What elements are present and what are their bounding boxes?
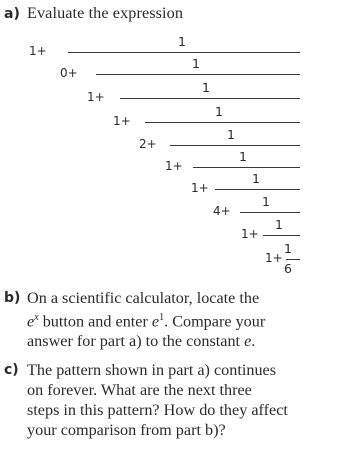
cf-fraction-bar-5 <box>170 145 300 146</box>
part-c-text <box>27 360 288 440</box>
cf-prefix-5: 2+ <box>139 137 157 151</box>
part-a-text: Evaluate the expression <box>27 4 184 22</box>
cf-numerator-5: 1 <box>227 127 235 142</box>
part-c-line-3: steps in this pattern? How do they affect <box>27 401 288 419</box>
part-b-text <box>27 288 265 351</box>
cf-numerator-7: 1 <box>252 171 260 186</box>
cf-numerator-6: 1 <box>239 149 247 164</box>
e-power-base: e <box>151 312 160 331</box>
cf-prefix-6: 1+ <box>165 159 183 173</box>
part-c-line-4: your comparison from part b)? <box>27 421 226 439</box>
cf-numerator-1: 1 <box>178 34 186 49</box>
part-b-line-2-end: . Compare your <box>164 312 266 331</box>
cf-numerator-8: 1 <box>262 194 270 209</box>
part-a-label: a) <box>4 6 20 22</box>
constant-e: e <box>244 332 252 351</box>
part-b-line-2-mid: button and enter <box>38 312 152 331</box>
e-power-exponent: 1 <box>159 312 165 323</box>
cf-last-denominator: 6 <box>284 261 292 276</box>
part-b-line-3-start: answer for part a) to the constant <box>27 332 245 351</box>
cf-fraction-bar-1 <box>68 52 300 53</box>
cf-prefix-7: 1+ <box>191 181 209 195</box>
cf-fraction-bar-4 <box>145 122 300 123</box>
cf-numerator-4: 1 <box>215 104 223 119</box>
cf-fraction-bar-3 <box>120 98 300 99</box>
ex-key-base: e <box>27 312 35 331</box>
cf-fraction-bar-9 <box>263 235 300 236</box>
cf-numerator-2: 1 <box>192 56 200 71</box>
cf-fraction-bar-2 <box>96 74 300 75</box>
cf-prefix-3: 1+ <box>87 90 105 104</box>
part-c-line-1: The pattern shown in part a) continues <box>27 361 277 379</box>
cf-prefix-4: 1+ <box>113 114 131 128</box>
cf-fraction-bar-8 <box>240 212 300 213</box>
part-c-label: c) <box>4 362 19 378</box>
cf-fraction-bar-7 <box>215 189 300 190</box>
part-b-line-2 <box>27 308 265 331</box>
part-c-line-2: on forever. What are the next three <box>27 381 252 399</box>
cf-prefix-1: 1+ <box>29 44 47 58</box>
cf-numerator-10: 1 <box>284 241 292 256</box>
ex-key-exponent: x <box>34 312 39 323</box>
cf-prefix-2: 0+ <box>60 66 78 80</box>
cf-numerator-3: 1 <box>202 80 210 95</box>
part-b-line-1: On a scientific calculator, locate the <box>27 289 260 307</box>
cf-prefix-9: 1+ <box>241 227 259 241</box>
part-b-line-3-end: . <box>251 332 256 351</box>
cf-fraction-bar-10 <box>286 259 300 260</box>
cf-fraction-bar-6 <box>193 167 300 168</box>
cf-prefix-10: 1+ <box>265 251 283 265</box>
part-b-label: b) <box>4 290 21 306</box>
cf-prefix-8: 4+ <box>213 204 231 218</box>
part-b-line-3 <box>27 331 265 351</box>
cf-numerator-9: 1 <box>275 217 283 232</box>
